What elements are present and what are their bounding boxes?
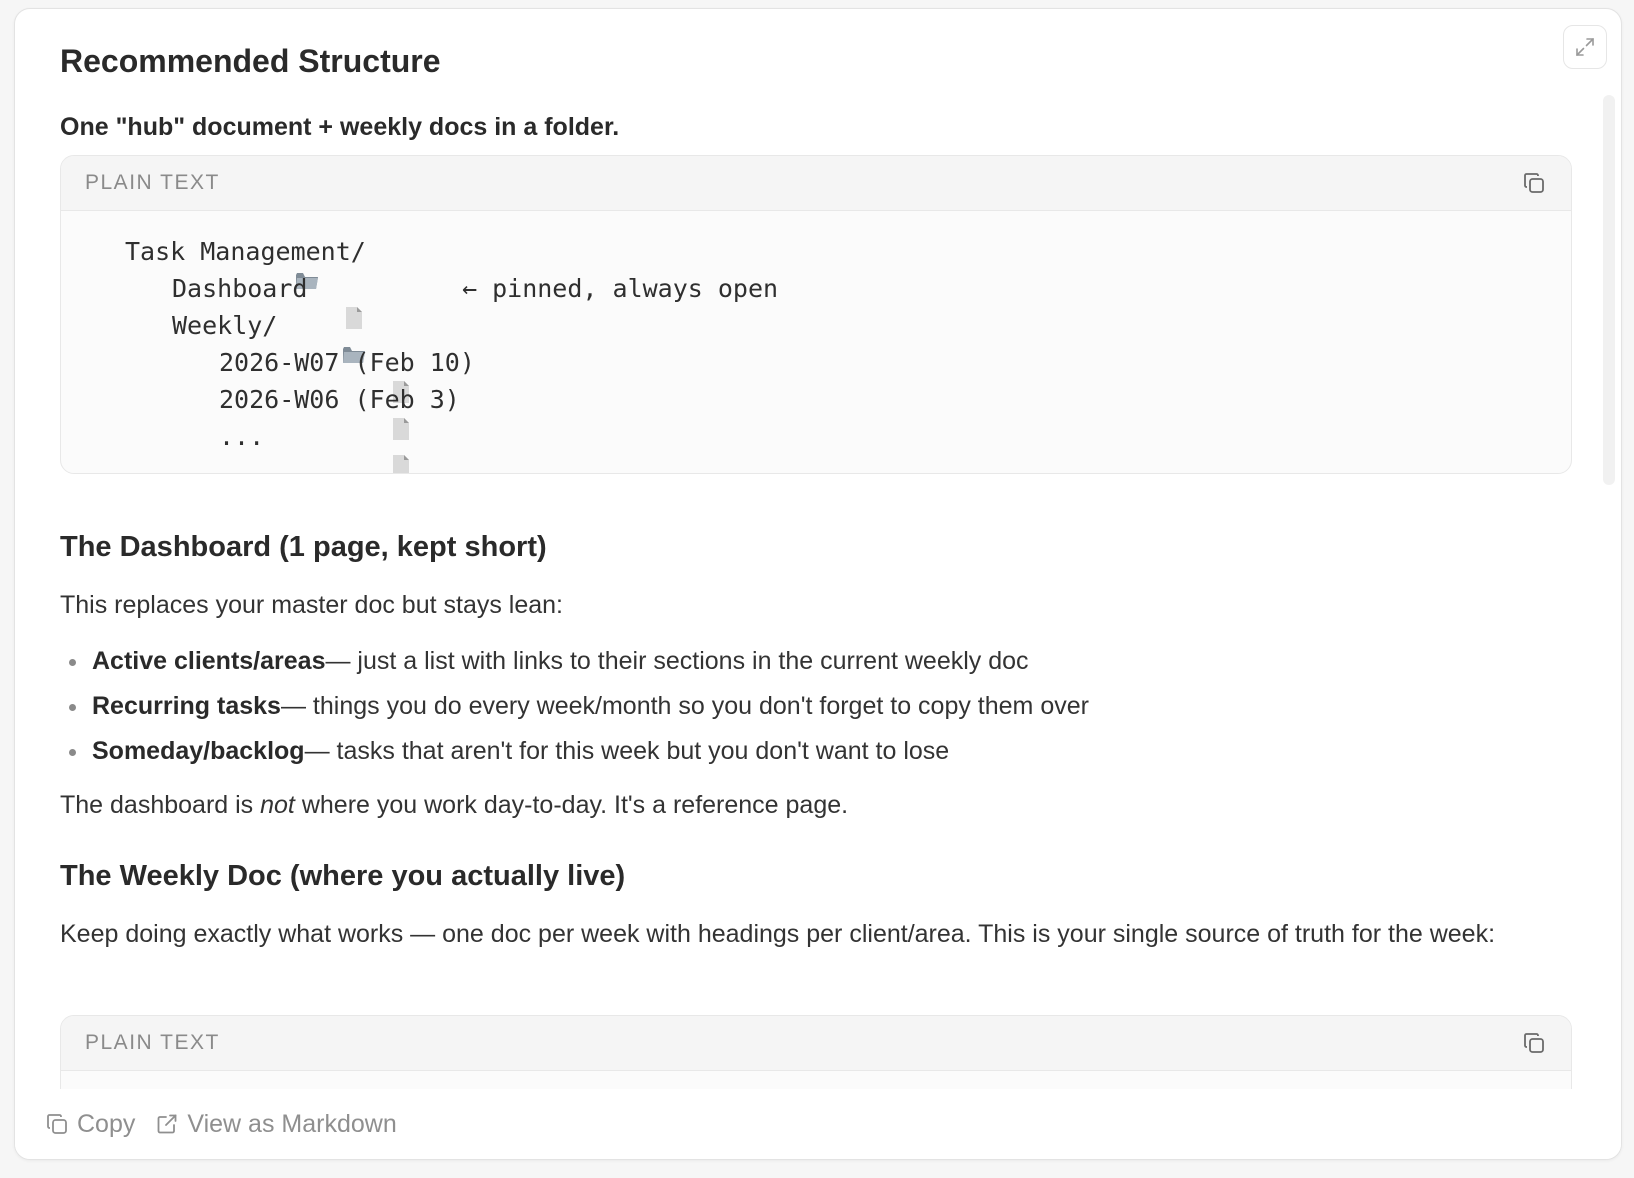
list-item [60, 729, 1089, 774]
code-language-label: PLAIN TEXT [85, 1031, 220, 1054]
list-item [60, 639, 1089, 684]
tree-w07-label: 2026-W07 (Feb 10) [219, 348, 475, 377]
tree-line-root [83, 233, 1549, 270]
expand-icon [1573, 35, 1597, 59]
dashboard-bullet-list [60, 639, 1089, 774]
dashboard-note-after: where you work day-to-day. It's a reference page. [294, 791, 849, 819]
weekly-heading: The Weekly Doc (where you actually live) [60, 860, 626, 892]
view-as-markdown-button[interactable] [155, 1110, 396, 1139]
tree-more-label: ... [219, 422, 265, 451]
file-icon [177, 387, 203, 413]
copy-button[interactable] [45, 1110, 135, 1139]
tree-line-w06 [83, 381, 1549, 418]
code-language-label: PLAIN TEXT [85, 171, 220, 194]
tree-line-w07 [83, 344, 1549, 381]
folder-icon [130, 313, 156, 339]
file-icon [177, 424, 203, 450]
code-block-body [61, 211, 1571, 473]
list-item [60, 684, 1089, 729]
tree-weekly-label: Weekly/ [172, 311, 278, 340]
copy-button-label: Copy [77, 1109, 136, 1138]
tree-dashboard-label: Dashboard [172, 274, 308, 303]
code-block-folder-structure [60, 155, 1572, 474]
response-footer [15, 1089, 1621, 1159]
bullet-bold: Active clients/areas [92, 647, 326, 675]
expand-button[interactable] [1563, 25, 1607, 69]
dashboard-note [60, 784, 848, 827]
code-block-header [61, 156, 1571, 211]
bullet-bold: Recurring tasks [92, 692, 281, 720]
dashboard-intro: This replaces your master doc but stays lean: [60, 591, 564, 619]
bullet-text: — things you do every week/month so you don't forget to copy them over [280, 692, 1089, 720]
file-icon [130, 276, 156, 302]
dashboard-heading: The Dashboard (1 page, kept short) [60, 531, 547, 563]
section-title: Recommended Structure [60, 43, 441, 79]
folder-icon [83, 239, 109, 265]
tree-line-dashboard [83, 270, 1549, 307]
response-card [14, 8, 1622, 1160]
view-as-markdown-label: View as Markdown [187, 1109, 397, 1138]
file-icon [177, 350, 203, 376]
response-scroll-area[interactable] [15, 9, 1621, 1089]
copy-code-icon[interactable] [1521, 1030, 1547, 1056]
dashboard-note-emphasis: not [260, 791, 295, 819]
code-block-header [61, 1016, 1571, 1071]
bullet-text: — just a list with links to their sections in the current weekly doc [325, 647, 1029, 675]
weekly-body: Keep doing exactly what works — one doc per week with headings per client/area. This is your single source of truth for the week: [60, 920, 1496, 948]
tree-w06-label: 2026-W06 (Feb 3) [219, 385, 460, 414]
bullet-text: — tasks that aren't for this week but you don't want to lose [304, 737, 950, 765]
copy-code-icon[interactable] [1521, 170, 1547, 196]
copy-icon [45, 1112, 69, 1136]
scrollbar-thumb[interactable] [1603, 95, 1615, 485]
external-link-icon [155, 1112, 179, 1136]
code-block-weekly-doc [60, 1015, 1572, 1089]
bullet-bold: Someday/backlog [92, 737, 305, 765]
tree-dashboard-note: ← pinned, always open [462, 274, 779, 303]
section-lead: One "hub" document + weekly docs in a folder. [60, 113, 620, 141]
dashboard-note-before: The dashboard is [60, 791, 261, 819]
tree-root-label: Task Management/ [125, 237, 366, 266]
